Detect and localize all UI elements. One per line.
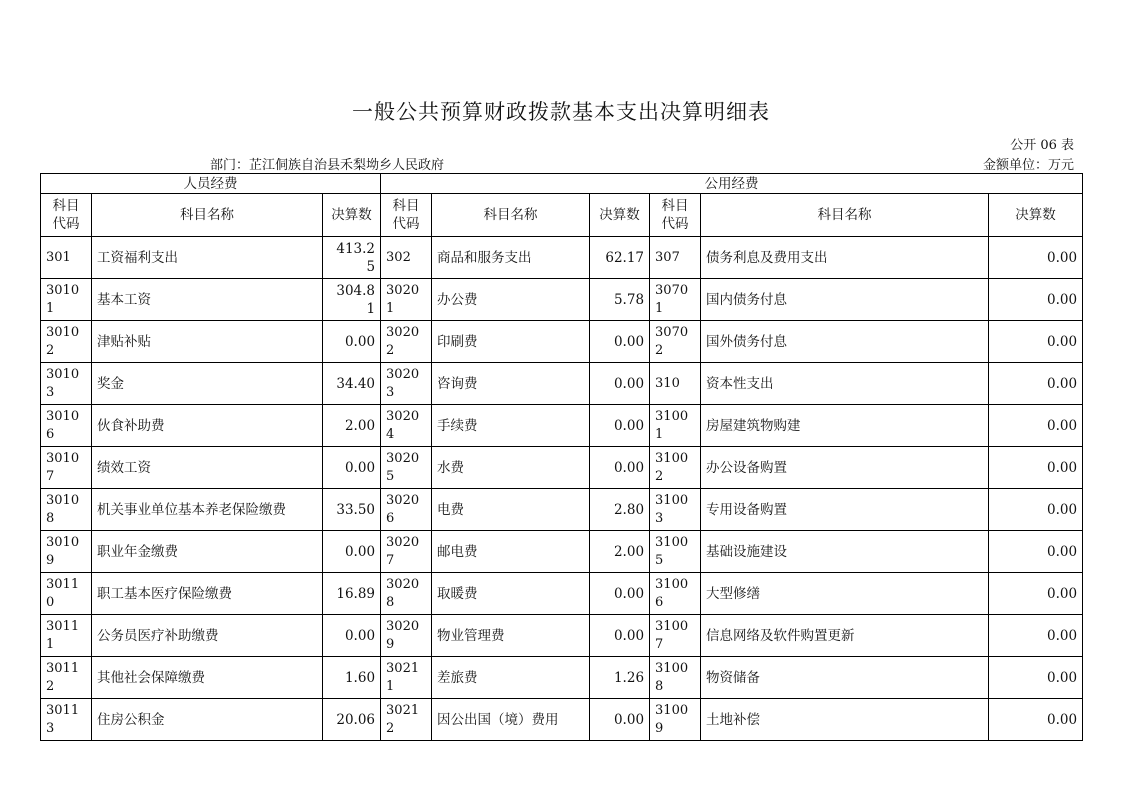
personnel-name-cell: 其他社会保障缴费 [92,657,323,699]
header-code: 科目代码 [650,194,701,237]
public-code-cell: 30202 [381,321,432,363]
public-name-cell: 取暖费 [432,573,590,615]
personnel-name-cell: 住房公积金 [92,699,323,741]
public-name-cell: 邮电费 [432,531,590,573]
public-name-cell: 因公出国（境）费用 [432,699,590,741]
public-name-cell: 电费 [432,489,590,531]
other-amount-cell: 0.00 [989,321,1083,363]
personnel-name-cell: 职业年金缴费 [92,531,323,573]
table-row [41,699,1083,741]
public-code-cell: 30206 [381,489,432,531]
expenditure-table [40,173,1083,741]
other-name-cell: 物资储备 [701,657,989,699]
other-code-cell: 31003 [650,489,701,531]
header-code: 科目代码 [41,194,92,237]
personnel-name-cell: 工资福利支出 [92,237,323,279]
public-amount-cell: 2.80 [590,489,650,531]
personnel-amount-cell: 0.00 [323,447,381,489]
personnel-amount-cell: 2.00 [323,405,381,447]
table-row [41,531,1083,573]
other-name-cell: 办公设备购置 [701,447,989,489]
personnel-code-cell: 30109 [41,531,92,573]
personnel-amount-cell: 0.00 [323,321,381,363]
other-name-cell: 信息网络及软件购置更新 [701,615,989,657]
personnel-amount-cell: 0.00 [323,531,381,573]
other-amount-cell: 0.00 [989,279,1083,321]
personnel-code-cell: 30102 [41,321,92,363]
table-row [41,321,1083,363]
personnel-code-cell: 30101 [41,279,92,321]
public-amount-cell: 0.00 [590,321,650,363]
personnel-amount-cell: 33.50 [323,489,381,531]
page-title: 一般公共预算财政拨款基本支出决算明细表 [352,100,770,124]
other-name-cell: 国内债务付息 [701,279,989,321]
personnel-name-cell: 基本工资 [92,279,323,321]
department-label: 部门：芷江侗族自治县禾梨坳乡人民政府 [210,158,445,173]
public-name-cell: 咨询费 [432,363,590,405]
other-code-cell: 31005 [650,531,701,573]
public-code-cell: 30201 [381,279,432,321]
public-name-cell: 物业管理费 [432,615,590,657]
public-name-cell: 水费 [432,447,590,489]
public-code-cell: 30211 [381,657,432,699]
personnel-name-cell: 职工基本医疗保险缴费 [92,573,323,615]
other-code-cell: 31006 [650,573,701,615]
other-name-cell: 房屋建筑物购建 [701,405,989,447]
table-row [41,279,1083,321]
personnel-amount-cell: 0.00 [323,615,381,657]
other-amount-cell: 0.00 [989,699,1083,741]
personnel-name-cell: 伙食补助费 [92,405,323,447]
personnel-code-cell: 30112 [41,657,92,699]
table-row [41,405,1083,447]
public-code-cell: 30205 [381,447,432,489]
public-name-cell: 印刷费 [432,321,590,363]
public-amount-cell: 0.00 [590,573,650,615]
other-code-cell: 30702 [650,321,701,363]
personnel-amount-cell: 20.06 [323,699,381,741]
personnel-code-cell: 30111 [41,615,92,657]
table-row [41,237,1083,279]
table-row [41,573,1083,615]
other-amount-cell: 0.00 [989,573,1083,615]
other-name-cell: 国外债务付息 [701,321,989,363]
other-name-cell: 土地补偿 [701,699,989,741]
other-amount-cell: 0.00 [989,405,1083,447]
other-amount-cell: 0.00 [989,447,1083,489]
personnel-amount-cell: 16.89 [323,573,381,615]
form-number: 公开 06 表 [1010,138,1074,153]
other-code-cell: 307 [650,237,701,279]
public-amount-cell: 62.17 [590,237,650,279]
public-name-cell: 商品和服务支出 [432,237,590,279]
personnel-name-cell: 机关事业单位基本养老保险缴费 [92,489,323,531]
public-name-cell: 办公费 [432,279,590,321]
public-amount-cell: 2.00 [590,531,650,573]
personnel-amount-cell: 304.81 [323,279,381,321]
other-amount-cell: 0.00 [989,615,1083,657]
public-code-cell: 30208 [381,573,432,615]
public-amount-cell: 1.26 [590,657,650,699]
personnel-code-cell: 301 [41,237,92,279]
amount-unit-label: 金额单位：万元 [982,158,1074,173]
other-name-cell: 债务利息及费用支出 [701,237,989,279]
personnel-code-cell: 30113 [41,699,92,741]
table-row [41,363,1083,405]
public-code-cell: 30204 [381,405,432,447]
table-row [41,447,1083,489]
other-amount-cell: 0.00 [989,657,1083,699]
header-name: 科目名称 [92,194,323,237]
header-code: 科目代码 [381,194,432,237]
other-code-cell: 30701 [650,279,701,321]
personnel-code-cell: 30108 [41,489,92,531]
other-code-cell: 310 [650,363,701,405]
public-amount-cell: 0.00 [590,363,650,405]
public-code-cell: 30212 [381,699,432,741]
other-name-cell: 资本性支出 [701,363,989,405]
other-amount-cell: 0.00 [989,489,1083,531]
other-code-cell: 31002 [650,447,701,489]
personnel-code-cell: 30107 [41,447,92,489]
section-header-personnel: 人员经费 [41,174,381,194]
personnel-code-cell: 30110 [41,573,92,615]
other-name-cell: 专用设备购置 [701,489,989,531]
other-code-cell: 31009 [650,699,701,741]
header-amount: 决算数 [989,194,1083,237]
public-amount-cell: 0.00 [590,405,650,447]
personnel-amount-cell: 34.40 [323,363,381,405]
public-code-cell: 30209 [381,615,432,657]
header-name: 科目名称 [432,194,590,237]
other-amount-cell: 0.00 [989,237,1083,279]
public-amount-cell: 5.78 [590,279,650,321]
public-code-cell: 30203 [381,363,432,405]
personnel-code-cell: 30103 [41,363,92,405]
personnel-amount-cell: 1.60 [323,657,381,699]
public-name-cell: 差旅费 [432,657,590,699]
table-row [41,489,1083,531]
personnel-name-cell: 绩效工资 [92,447,323,489]
table-row [41,657,1083,699]
header-amount: 决算数 [590,194,650,237]
personnel-name-cell: 奖金 [92,363,323,405]
other-code-cell: 31008 [650,657,701,699]
public-code-cell: 30207 [381,531,432,573]
public-name-cell: 手续费 [432,405,590,447]
other-amount-cell: 0.00 [989,531,1083,573]
other-amount-cell: 0.00 [989,363,1083,405]
personnel-name-cell: 津贴补贴 [92,321,323,363]
section-header-public: 公用经费 [381,174,1083,194]
header-amount: 决算数 [323,194,381,237]
personnel-name-cell: 公务员医疗补助缴费 [92,615,323,657]
other-code-cell: 31007 [650,615,701,657]
public-amount-cell: 0.00 [590,615,650,657]
public-amount-cell: 0.00 [590,447,650,489]
public-code-cell: 302 [381,237,432,279]
other-name-cell: 大型修缮 [701,573,989,615]
personnel-amount-cell: 413.25 [323,237,381,279]
personnel-code-cell: 30106 [41,405,92,447]
header-name: 科目名称 [701,194,989,237]
other-code-cell: 31001 [650,405,701,447]
table-row [41,615,1083,657]
public-amount-cell: 0.00 [590,699,650,741]
other-name-cell: 基础设施建设 [701,531,989,573]
